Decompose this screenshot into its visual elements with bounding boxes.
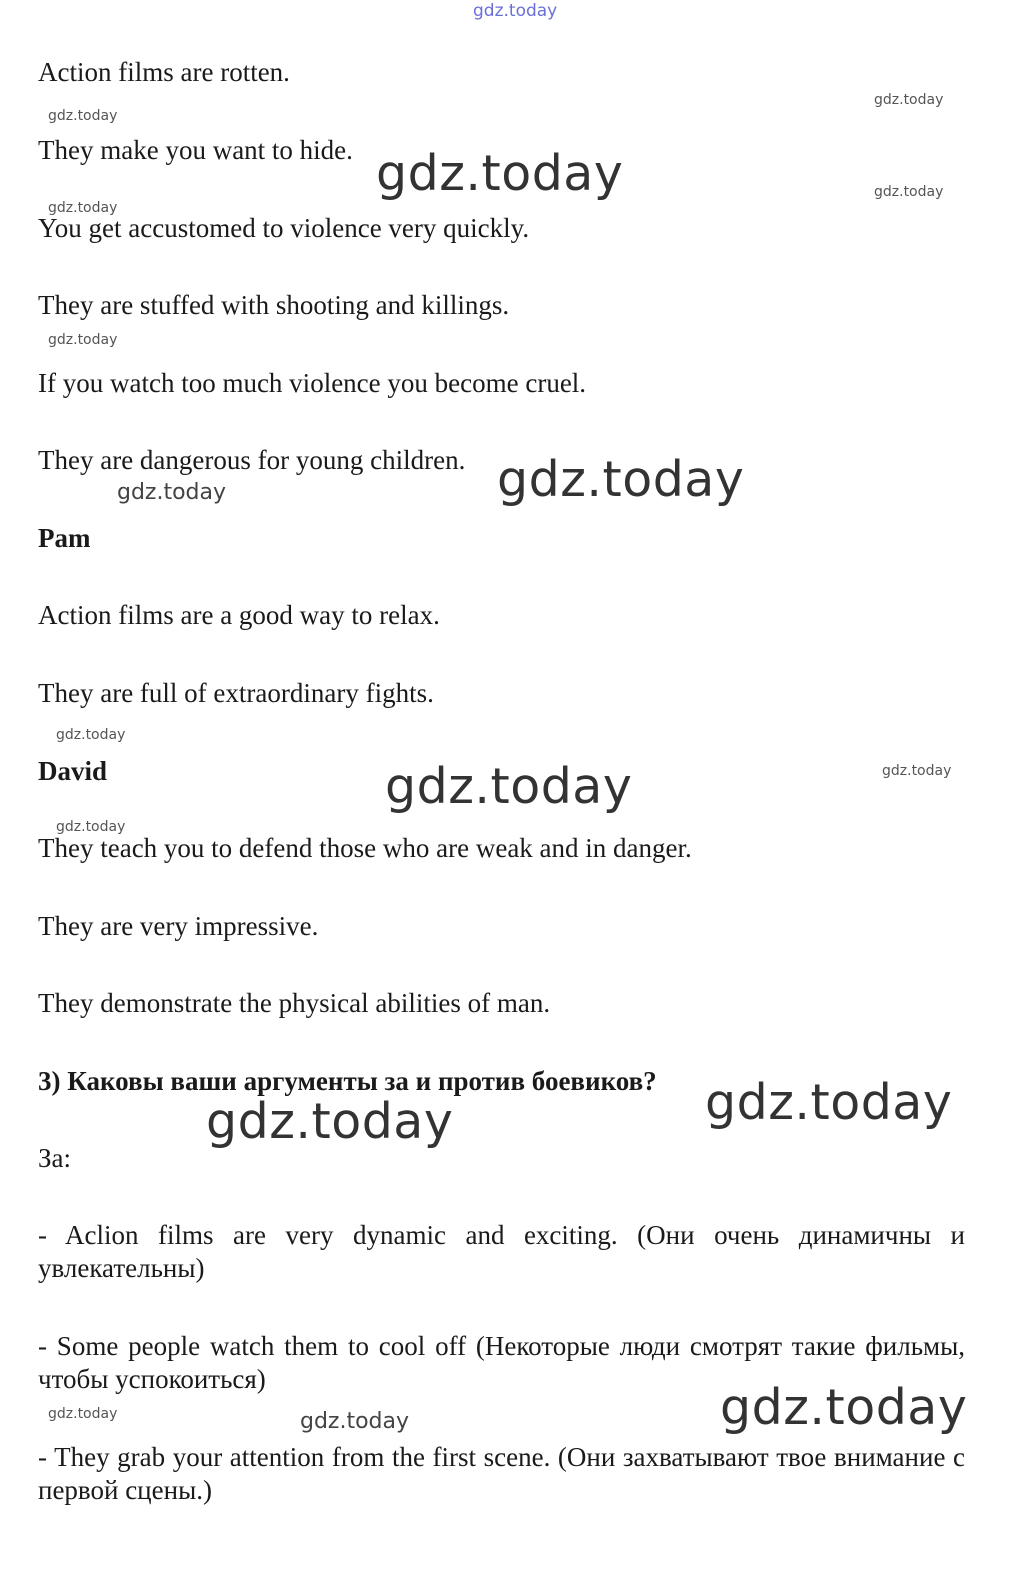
- text-line: Action films are a good way to relax.: [38, 600, 440, 630]
- watermark: gdz.today: [48, 1406, 118, 1422]
- watermark: gdz.today: [48, 200, 118, 216]
- watermark: gdz.today: [117, 480, 227, 505]
- watermark: gdz.today: [497, 451, 745, 508]
- text-line: They are dangerous for young children.: [38, 445, 466, 475]
- watermark: gdz.today: [206, 1093, 454, 1150]
- section-heading-pam: Pam: [38, 523, 91, 553]
- text-line: They are very impressive.: [38, 911, 319, 941]
- watermark: gdz.today: [874, 92, 944, 108]
- watermark: gdz.today: [48, 332, 118, 348]
- argument-item: - Some people watch them to cool off (Некоторые люди смотрят такие фильмы, чтобы успокоиться): [38, 1331, 965, 1394]
- question-heading: 3) Каковы ваши аргументы за и против боевиков?: [38, 1066, 657, 1096]
- watermark: gdz.today: [48, 108, 118, 124]
- watermark: gdz.today: [56, 727, 126, 743]
- text-line: They demonstrate the physical abilities of man.: [38, 988, 551, 1018]
- watermark: gdz.today: [376, 145, 624, 202]
- text-line: They make you want to hide.: [38, 135, 353, 165]
- watermark: gdz.today: [720, 1379, 968, 1436]
- watermark: gdz.today: [874, 184, 944, 200]
- watermark: gdz.today: [882, 763, 952, 779]
- text-line: They are stuffed with shooting and killings.: [38, 290, 510, 320]
- argument-item: - They grab your attention from the first scene. (Они захватывают твое внимание с первой сцены.): [38, 1442, 965, 1505]
- section-heading-david: David: [38, 756, 108, 786]
- watermark: gdz.today: [300, 1409, 410, 1434]
- for-label: За:: [38, 1143, 72, 1173]
- watermark: gdz.today: [473, 1, 558, 21]
- watermark: gdz.today: [705, 1074, 953, 1131]
- text-line: They are full of extraordinary fights.: [38, 678, 434, 708]
- watermark: gdz.today: [385, 758, 633, 815]
- text-line: They teach you to defend those who are weak and in danger.: [38, 833, 692, 863]
- text-line: Action films are rotten.: [38, 57, 290, 87]
- text-line: You get accustomed to violence very quickly.: [38, 213, 530, 243]
- text-line: If you watch too much violence you become cruel.: [38, 368, 587, 398]
- argument-item: - Aclion films are very dynamic and exciting. (Они очень динамичны и увлекательны): [38, 1220, 965, 1283]
- watermark: gdz.today: [56, 819, 126, 835]
